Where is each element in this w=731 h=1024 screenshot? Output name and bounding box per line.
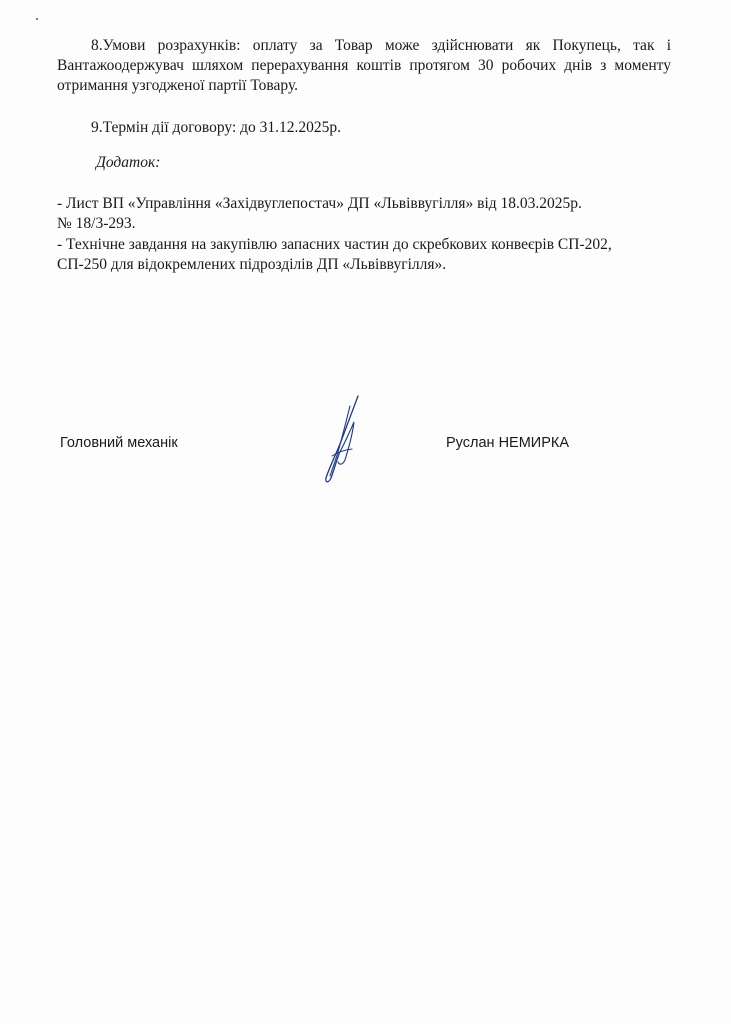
clause-contract-term: 9.Термін дії договору: до 31.12.2025р. bbox=[91, 119, 342, 136]
handwritten-signature bbox=[312, 392, 372, 488]
clause-payment-terms: 8.Умови розрахунків: оплату за Товар може здійснювати як Покупець, так і Вантажоодержувач шляхом перерахування коштів протягом 30 робочих днів з моменту отримання узгодженої партії Товару. bbox=[57, 37, 671, 94]
signatory-role: Головний механік bbox=[60, 435, 178, 451]
appendix-item bbox=[57, 235, 671, 275]
appendix-item-line: СП-250 для відокремлених підрозділів ДП «Львіввугілля». bbox=[57, 256, 447, 273]
scan-speck bbox=[36, 18, 38, 20]
appendix-title: Додаток: bbox=[96, 154, 161, 171]
appendix-item-line: - Лист ВП «Управління «Західвуглепостач» ДП «Львіввугілля» від 18.03.2025р. bbox=[57, 195, 582, 212]
appendix-item-line: № 18/3-293. bbox=[57, 215, 136, 232]
signatory-name: Руслан НЕМИРКА bbox=[446, 435, 570, 451]
appendix-item bbox=[57, 194, 671, 234]
appendix-item-line: - Технічне завдання на закупівлю запасних частин до скребкових конвеєрів СП-202, bbox=[57, 236, 612, 253]
